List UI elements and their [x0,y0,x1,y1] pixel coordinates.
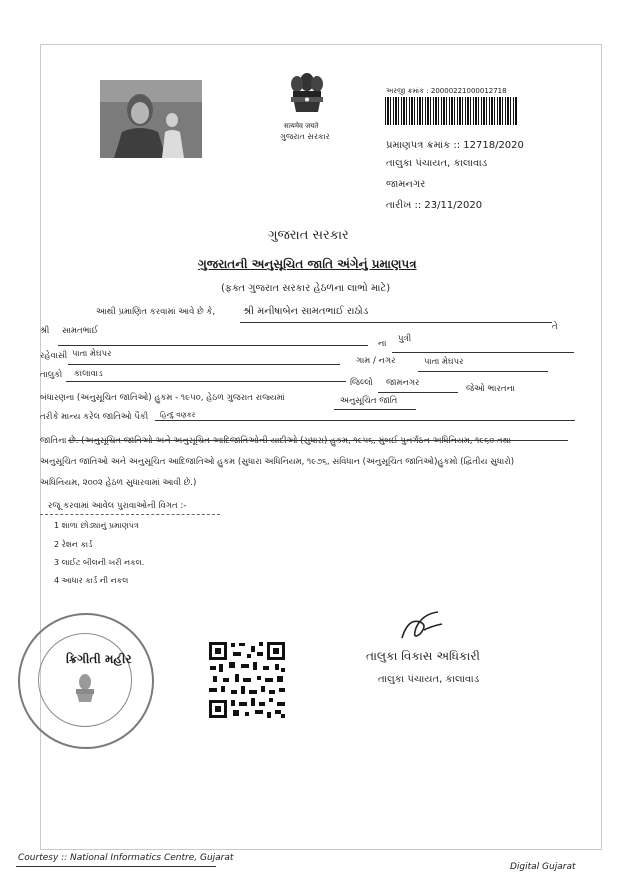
legal-paragraph-line-2: અનુસૂચિત જાતિઓ અને અનુસૂચિત આદિજાતિઓ હુકમ (સુધારા અધિનિયમ, ૧૯૭૬, સંવિધાન (અનુસૂચિત જાતિઓ)હુકમો (દ્વિતીય સુધારો) [40,457,515,467]
signing-officer: તાલુકા વિકાસ અધિકારી [366,649,480,663]
barcode [385,97,517,125]
rule [68,440,568,441]
application-number: અરજી ક્રમાંક : 20000221000012718 [386,87,507,95]
district-label: જિલ્લો [350,378,373,388]
rule [240,322,552,323]
issue-date: તારીખ :: 23/11/2020 [386,200,483,211]
holder-name: શ્રી મનીષાબેન સામતભાઈ રાઠોડ [243,306,369,317]
resident-label: રહેવાસી [40,351,68,361]
evidence-item: 3 લાઈટ બીલની ખરી નકલ. [54,558,145,567]
village-label: ગામ / નગર [356,356,396,366]
rule [155,420,575,421]
intro-text: આથી પ્રમાણિત કરવામાં આવે છે કે, [96,307,216,317]
village-value: પાતા મેઘપર [424,357,464,367]
footer-courtesy: Courtesy :: National Informatics Centre, Gujarat [18,853,234,863]
qr-code [207,640,287,720]
legal-paragraph-line-3: અધિનિયમ, ૨૦૦૨ હેઠળ સુધારવામાં આવી છે.) [40,478,197,488]
constitution-text: બંધારણના (અનુસૂચિત જાતિઓ) હુકમ - ૧૯૫૦, હેઠળ ગુજરાત રાજ્યમાં [40,393,285,403]
certificate-number: પ્રમાણપત્ર ક્રમાંક :: 12718/2020 [386,140,524,151]
footer-rule [16,866,216,867]
evidence-item: 4 આધાર કાર્ડ ની નકલ [54,576,129,585]
seal-emblem-icon [70,672,100,704]
government-title: ગુજરાત સરકાર [268,228,349,243]
seal-official-name: ક્રિગીતી મહીર [66,652,132,666]
rule [58,345,368,346]
rule [68,364,340,365]
evidence-heading-rule [40,514,220,515]
emblem-motto: सत्यमेव जयते [284,122,319,130]
resident-value: પાતા મેઘપર [72,349,112,359]
relation: પુત્રી [398,334,412,344]
evidence-heading: રજૂ કરવામાં આવેલ પુરાવાઓની વિગત :- [48,501,187,511]
certificate-title: ગુજરાતની અનુસૂચિત જાતિ અંગેનું પ્રમાણપત્ર [198,257,417,271]
evidence-item: 1 શાળા છોડ્યાનું પ્રમાણપત્ર [54,521,139,530]
rule [392,352,574,353]
certificate-subtitle: (ફક્ત ગુજરાત સરકાર હેઠળના લાભો માટે) [221,283,391,294]
legal-paragraph-line-1: જાતિના છે. (અનુસૂચિત જાતિઓ અને અનુસૂચિત આદિજાતિઓની યાદીઓ (સુધારા) હુકમ, ૧૯૫૬, મુંબઈ પુનર્ગઠન અધિનિયમ, ૧૯૬૦ તથા [40,436,512,446]
signature-mark-icon [398,608,446,644]
issuing-district: જામનગર [386,179,426,190]
state-emblem-icon [284,68,330,120]
father-name: સામતભાઈ [62,326,99,336]
na-text: ના [378,339,387,349]
applicant-photo [100,80,202,158]
taluka-value: કાલાવાડ [74,369,103,379]
rule [378,392,458,393]
district-value: જામનગર [386,378,420,388]
signing-office: તાલુકા પંચાયત, કાલાવાડ [378,674,480,685]
evidence-item: 2 રેશન કાર્ડ [54,540,93,549]
te-text: તે [552,322,558,332]
shri-label: શ્રી [40,326,50,336]
declared-text: તરીકે માન્ય કરેલ જાતિઓ પૈકી [40,412,149,422]
rule [66,381,346,382]
caste-name: હિન્દુ વણકર [160,411,196,419]
footer-brand: Digital Gujarat [510,862,576,872]
rule [334,409,416,410]
issuing-office: તાલુકા પંચાયત, કાલાવાડ [386,158,488,169]
india-text: જેઓ ભારતના [466,384,515,394]
rule [418,371,548,372]
caste-category: અનુસૂચિત જાતિ [340,396,398,406]
emblem-caption: ગુજરાત સરકાર [280,132,330,141]
taluka-label: તાલુકો [40,370,63,380]
